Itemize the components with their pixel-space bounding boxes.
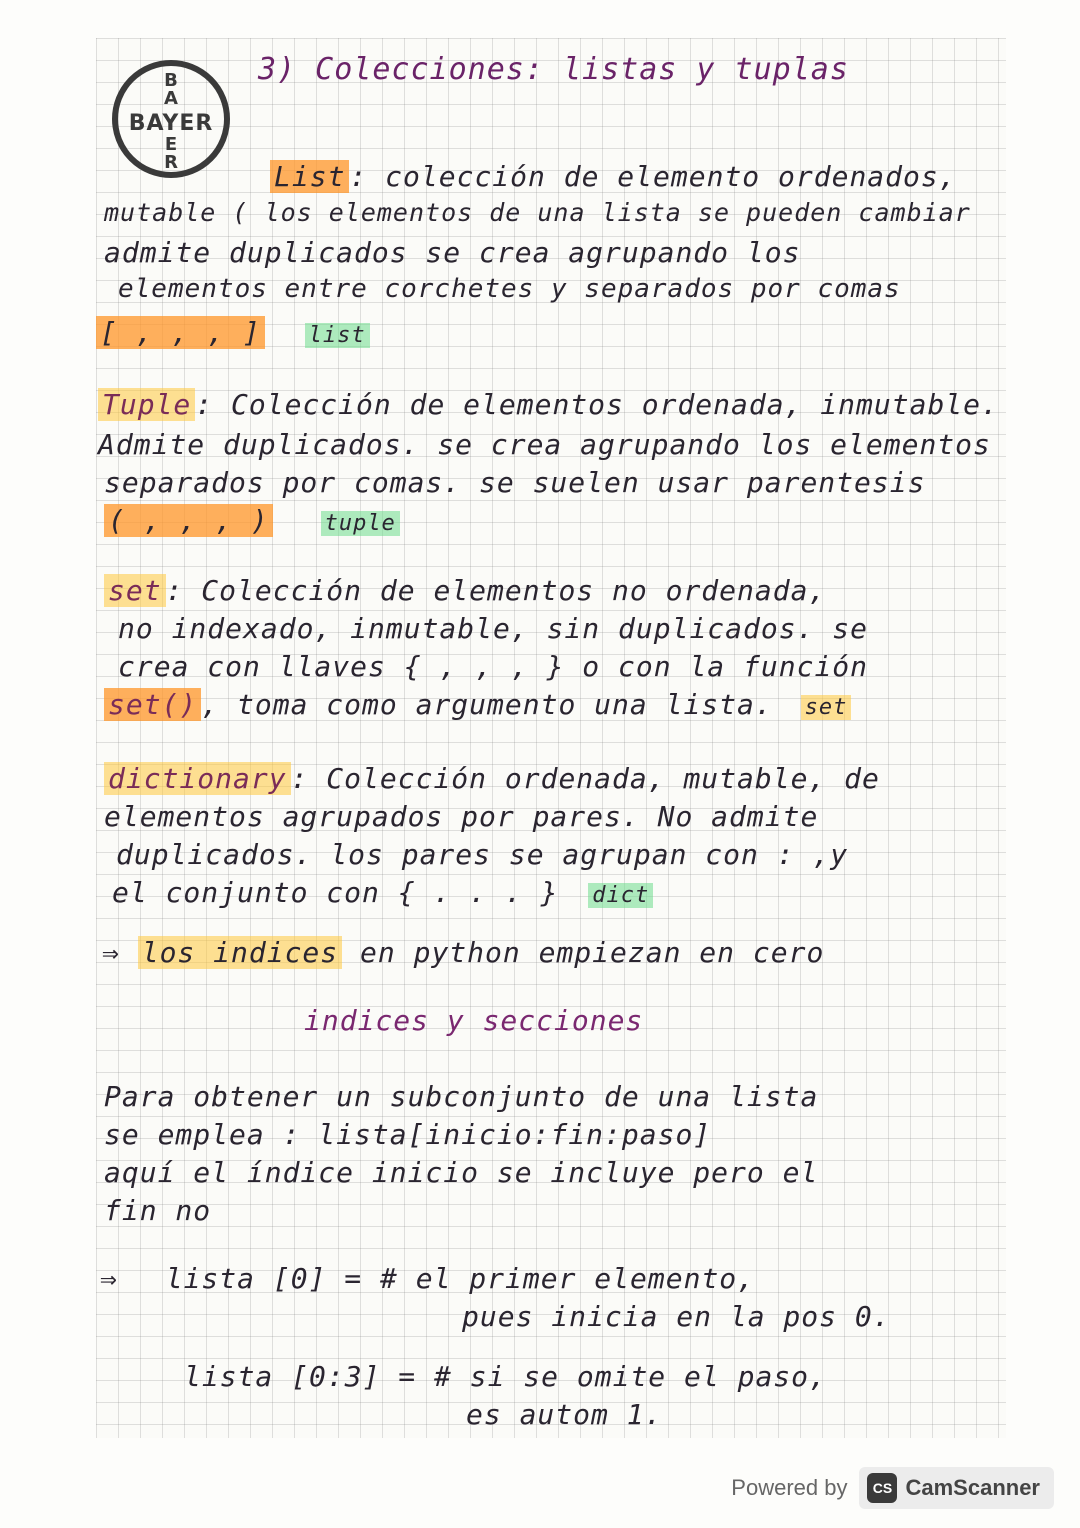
- dict-keyword: dictionary: [104, 762, 291, 795]
- example-1-row: [100, 1262, 755, 1295]
- dict-type-name: dict: [588, 883, 653, 908]
- slicing-line-1: Para obtener un subconjunto de una lista: [104, 1080, 819, 1113]
- index-note: [102, 936, 824, 969]
- slicing-line-4: fin no: [104, 1194, 212, 1227]
- dict-line-4-text: el conjunto con { . . . }: [112, 876, 559, 909]
- set-keyword: set: [104, 574, 166, 607]
- set-definition-line-2: no indexado, inmutable, sin duplicados. se: [118, 612, 869, 645]
- list-syntax-row: [96, 316, 370, 349]
- list-definition-line-1: [270, 160, 957, 193]
- arrow-icon: ⇒: [102, 936, 120, 969]
- dict-line-1-text: : Colección ordenada, mutable, de: [290, 762, 880, 795]
- list-definition-line-2: mutable ( los elementos de una lista se pueden cambiar: [104, 198, 971, 227]
- logo-letters-top: B A: [164, 70, 178, 109]
- logo-letters-bottom: E R: [164, 134, 178, 173]
- set-line-4-text: , toma como argumento una lista.: [201, 688, 773, 721]
- camscanner-name: CamScanner: [905, 1475, 1040, 1500]
- section-subtitle: indices y secciones: [304, 1004, 644, 1037]
- tuple-definition-line-2: Admite duplicados. se crea agrupando los elementos: [98, 428, 991, 461]
- powered-by-text: Powered by: [731, 1475, 848, 1500]
- list-syntax: [ , , , ]: [96, 316, 265, 349]
- arrow-icon: ⇒: [100, 1262, 118, 1295]
- tuple-line-1-text: : Colección de elementos ordenada, inmutable.: [195, 388, 999, 421]
- slicing-line-2: se emplea : lista[inicio:fin:paso]: [104, 1118, 712, 1151]
- logo-text: BAYER: [128, 111, 214, 136]
- tuple-type-name: tuple: [321, 511, 400, 536]
- example-1-comment: # el primer elemento,: [380, 1262, 756, 1295]
- set-type-name: set: [801, 695, 852, 720]
- example-2-code: lista [0:3] =: [184, 1360, 417, 1393]
- example-2-comment-cont: es autom 1.: [466, 1398, 663, 1431]
- list-keyword: List: [270, 160, 349, 193]
- camscanner-badge: [859, 1467, 1054, 1509]
- camscanner-icon: CS: [867, 1473, 897, 1503]
- set-line-1-text: : Colección de elementos no ordenada,: [165, 574, 827, 607]
- index-note-text: en python empiezan en cero: [360, 936, 825, 969]
- slicing-line-3: aquí el índice inicio se incluye pero el: [104, 1156, 819, 1189]
- set-function-keyword: set(): [104, 688, 201, 721]
- set-definition-line-1: [104, 574, 826, 607]
- list-type-name: list: [305, 323, 370, 348]
- page-title: 3) Colecciones: listas y tuplas: [258, 52, 849, 87]
- example-2-row: [184, 1360, 827, 1393]
- tuple-definition-line-1: [98, 388, 999, 421]
- set-definition-line-4: [104, 688, 851, 721]
- camscanner-watermark: [731, 1466, 1054, 1510]
- tuple-keyword: Tuple: [98, 388, 195, 421]
- list-definition-line-3: admite duplicados se crea agrupando los: [104, 236, 801, 269]
- bayer-logo: [112, 60, 230, 178]
- example-2-comment: # si se omite el paso,: [434, 1360, 827, 1393]
- index-note-highlight: los indices: [138, 936, 342, 969]
- dict-definition-line-1: [104, 762, 880, 795]
- example-1-code: lista [0] =: [165, 1262, 363, 1295]
- example-1-comment-cont: pues inicia en la pos 0.: [462, 1300, 891, 1333]
- tuple-syntax-row: [104, 504, 400, 537]
- list-line-1-text: : colección de elemento ordenados,: [349, 160, 957, 193]
- dict-definition-line-3: duplicados. los pares se agrupan con : ,y: [116, 838, 849, 871]
- dict-definition-line-4: [112, 876, 653, 909]
- tuple-syntax: ( , , , ): [104, 504, 273, 537]
- set-definition-line-3: crea con llaves { , , , } o con la función: [118, 650, 869, 683]
- tuple-definition-line-3: separados por comas. se suelen usar parentesis: [104, 466, 926, 499]
- list-definition-line-4: elementos entre corchetes y separados por comas: [118, 274, 901, 304]
- dict-definition-line-2: elementos agrupados por pares. No admite: [104, 800, 819, 833]
